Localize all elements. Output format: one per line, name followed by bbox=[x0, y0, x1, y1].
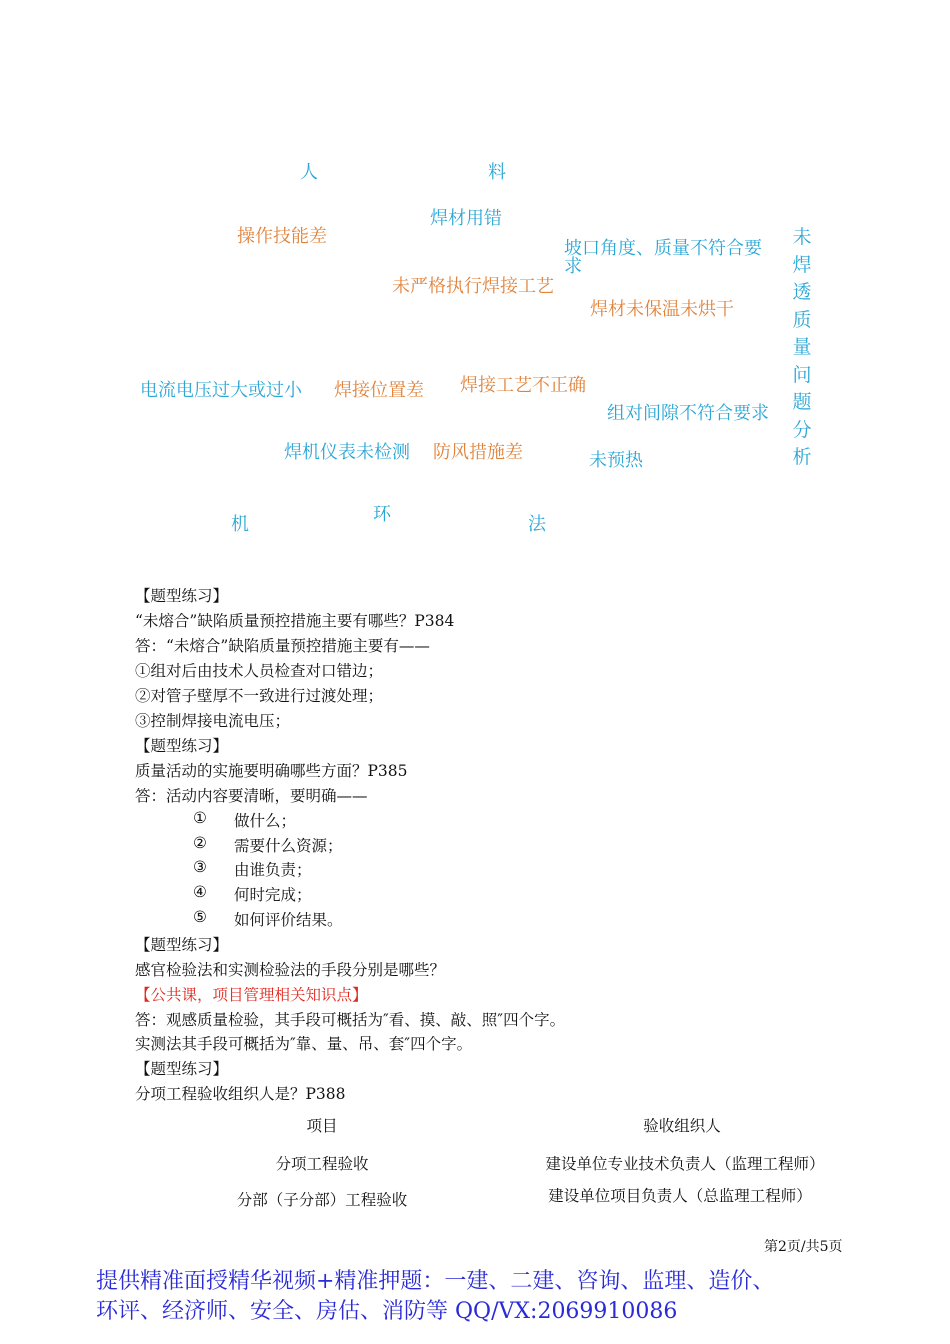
list-number: ④ bbox=[193, 883, 207, 901]
list-item: 如何评价结果。 bbox=[234, 911, 343, 929]
category-fa: 法 bbox=[528, 514, 546, 535]
list-number: ⑤ bbox=[193, 908, 207, 926]
page-number: 第2页/共5页 bbox=[764, 1239, 843, 1255]
cause-weiyange: 未严格执行焊接工艺 bbox=[392, 276, 554, 297]
list-item: 做什么； bbox=[234, 812, 297, 830]
promo-line: 提供精准面授精华视频+精准押题：一建、二建、咨询、监理、造价、 bbox=[96, 1269, 775, 1294]
answer: 答：观感质量检验，其手段可概括为″看、摸、敲、照″四个字。 bbox=[135, 1011, 566, 1029]
answer: 答：活动内容要清晰，要明确—— bbox=[135, 787, 368, 805]
table-cell: 分项工程验收 bbox=[275, 1155, 369, 1173]
section-heading: 【题型练习】 bbox=[135, 936, 229, 954]
section-heading: 【题型练习】 bbox=[135, 1060, 229, 1078]
cause-jianxi: 组对间隙不符合要求 bbox=[607, 403, 769, 424]
cause-fangfeng: 防风措施差 bbox=[433, 442, 523, 463]
answer: 实测法其手段可概括为″靠、量、吊、套″四个字。 bbox=[135, 1035, 473, 1053]
cause-pokou: 坡口角度、质量不符合要求 bbox=[564, 238, 762, 277]
list-number: ② bbox=[193, 834, 207, 852]
cause-weizhi: 焊接位置差 bbox=[334, 380, 424, 401]
cause-hancai-cuo: 焊材用错 bbox=[430, 208, 502, 229]
answer-item: ③控制焊接电流电压； bbox=[135, 712, 291, 730]
cause-yure: 未预热 bbox=[589, 450, 643, 471]
section-heading: 【题型练习】 bbox=[135, 587, 229, 605]
effect-label: 未焊透质量问题分析 bbox=[792, 226, 812, 468]
list-item: 何时完成； bbox=[234, 886, 312, 904]
answer-item: ②对管子壁厚不一致进行过渡处理； bbox=[135, 687, 384, 705]
cause-baowen: 焊材未保温未烘干 bbox=[590, 299, 734, 320]
answer: 答：“未熔合”缺陷质量预控措施主要有—— bbox=[135, 637, 430, 655]
question: 感官检验法和实测检验法的手段分别是哪些？ bbox=[135, 961, 446, 979]
cause-dianliu: 电流电压过大或过小 bbox=[140, 380, 302, 401]
table-cell: 建设单位项目负责人（总监理工程师） bbox=[548, 1187, 812, 1205]
cause-caozuo: 操作技能差 bbox=[237, 226, 327, 247]
list-item: 需要什么资源； bbox=[234, 837, 343, 855]
topic-note: 【公共课，项目管理相关知识点】 bbox=[135, 986, 368, 1004]
list-item: 由谁负责； bbox=[234, 861, 312, 879]
section-heading: 【题型练习】 bbox=[135, 737, 229, 755]
list-number: ① bbox=[193, 809, 207, 827]
question: “未熔合”缺陷质量预控措施主要有哪些？P384 bbox=[135, 612, 455, 630]
table-header: 验收组织人 bbox=[643, 1117, 721, 1135]
cause-gongyi: 焊接工艺不正确 bbox=[460, 375, 586, 396]
table-header: 项目 bbox=[306, 1117, 338, 1135]
question: 质量活动的实施要明确哪些方面？P385 bbox=[135, 762, 408, 780]
category-ji: 机 bbox=[231, 514, 249, 535]
table-cell: 建设单位专业技术负责人（监理工程师） bbox=[545, 1155, 825, 1173]
cause-yibiao: 焊机仪表未检测 bbox=[284, 442, 410, 463]
promo-line: 环评、经济师、安全、房估、消防等 QQ/VX:2069910086 bbox=[96, 1299, 678, 1324]
list-number: ③ bbox=[193, 858, 207, 876]
answer-item: ①组对后由技术人员检查对口错边； bbox=[135, 662, 384, 680]
question: 分项工程验收组织人是？P388 bbox=[135, 1085, 346, 1103]
category-ren: 人 bbox=[300, 162, 318, 183]
category-huan: 环 bbox=[373, 504, 391, 525]
table-cell: 分部（子分部）工程验收 bbox=[236, 1191, 408, 1209]
category-liao: 料 bbox=[488, 162, 506, 183]
